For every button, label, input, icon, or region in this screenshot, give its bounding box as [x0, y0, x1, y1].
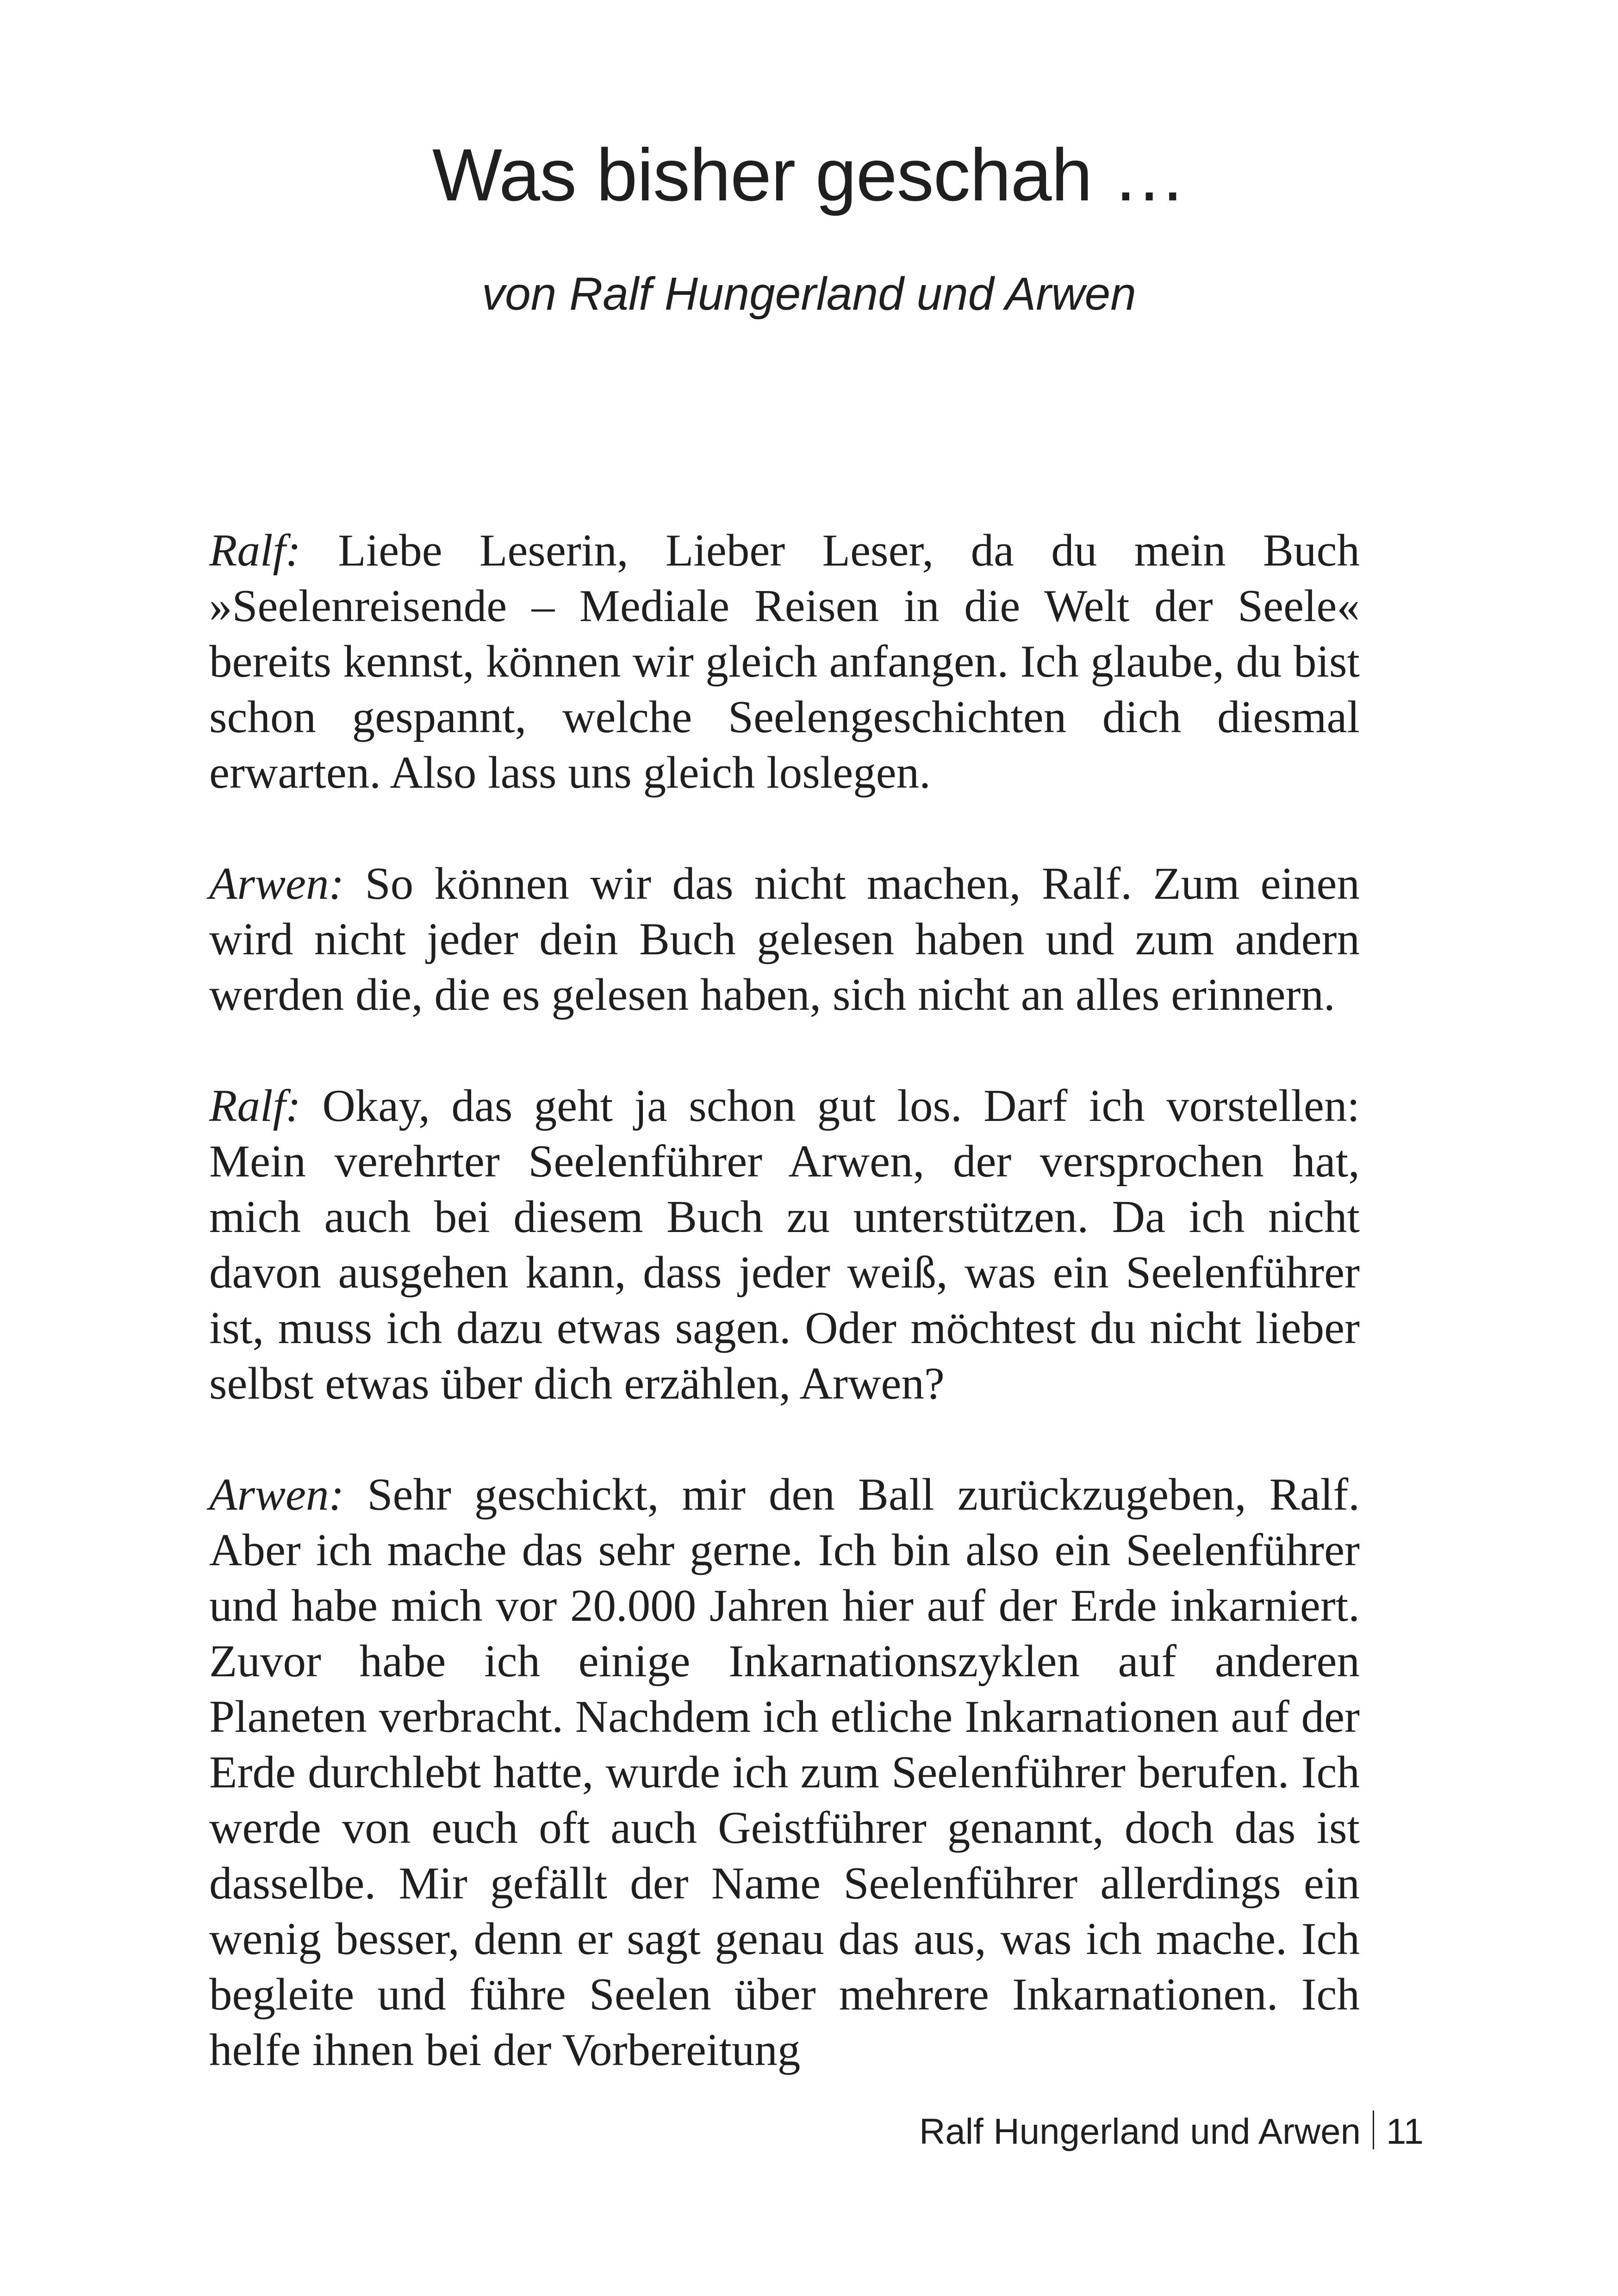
- page-footer: [919, 2108, 1424, 2154]
- chapter-subtitle: von Ralf Hungerland und Arwen: [482, 268, 1136, 320]
- paragraph: [209, 1078, 1360, 1412]
- paragraph-text: Sehr geschickt, mir den Ball zurückzugeben, Ralf. Aber ich mache das sehr gerne. Ich bin also ein Seelenführer und habe mich vor 20.000 Jahren hier auf der Erde inkarniert. Zuvor habe ich einige Inkarnationszyklen auf anderen Planeten verbracht. Nachdem ich etliche Inkarnationen auf der Erde durchlebt hatte, wurde ich zum Seelenführer berufen. Ich werde von euch oft auch Geistführer genannt, doch das ist dasselbe. Mir gefällt der Name Seelenführer allerdings ein wenig besser, denn er sagt genau das aus, was ich mache. Ich begleite und führe Seelen über mehrere Inkarnationen. Ich helfe ihnen bei der Vorbereitung: [209, 1469, 1360, 2075]
- running-head: Ralf Hungerland und Arwen: [919, 2111, 1361, 2152]
- speaker-label: Ralf:: [209, 1081, 301, 1131]
- paragraph-text: Okay, das geht ja schon gut los. Darf ich vorstellen: Mein verehrter Seelenführer Arwen, der versprochen hat, mich auch bei diesem Buch zu unterstützen. Da ich nicht davon ausgehen kann, dass jeder weiß, was ein Seelenführer ist, muss ich dazu etwas sagen. Oder möchtest du nicht lieber selbst etwas über dich erzählen, Arwen?: [209, 1081, 1360, 1409]
- paragraph: [209, 523, 1360, 801]
- paragraph-text: So können wir das nicht machen, Ralf. Zum einen wird nicht jeder dein Buch gelesen haben und zum andern werden die, die es gelesen haben, sich nicht an alles erinnern.: [209, 859, 1360, 1020]
- paragraph-text: Liebe Leserin, Lieber Leser, da du mein Buch »Seelenreisende – Mediale Reisen in die Welt der Seele« bereits kennst, können wir gleich anfangen. Ich glaube, du bist schon gespannt, welche Seelengeschichten dich diesmal erwarten. Also lass uns gleich loslegen.: [209, 525, 1360, 798]
- speaker-label: Ralf:: [209, 525, 301, 576]
- chapter-title: Was bisher geschah …: [432, 133, 1186, 216]
- speaker-label: Arwen:: [209, 1469, 344, 1520]
- body-text: [209, 523, 1360, 2134]
- page-number: 11: [1386, 2111, 1424, 2152]
- paragraph: [209, 1467, 1360, 2078]
- footer-separator: [1373, 2110, 1374, 2149]
- speaker-label: Arwen:: [209, 859, 344, 909]
- paragraph: [209, 856, 1360, 1023]
